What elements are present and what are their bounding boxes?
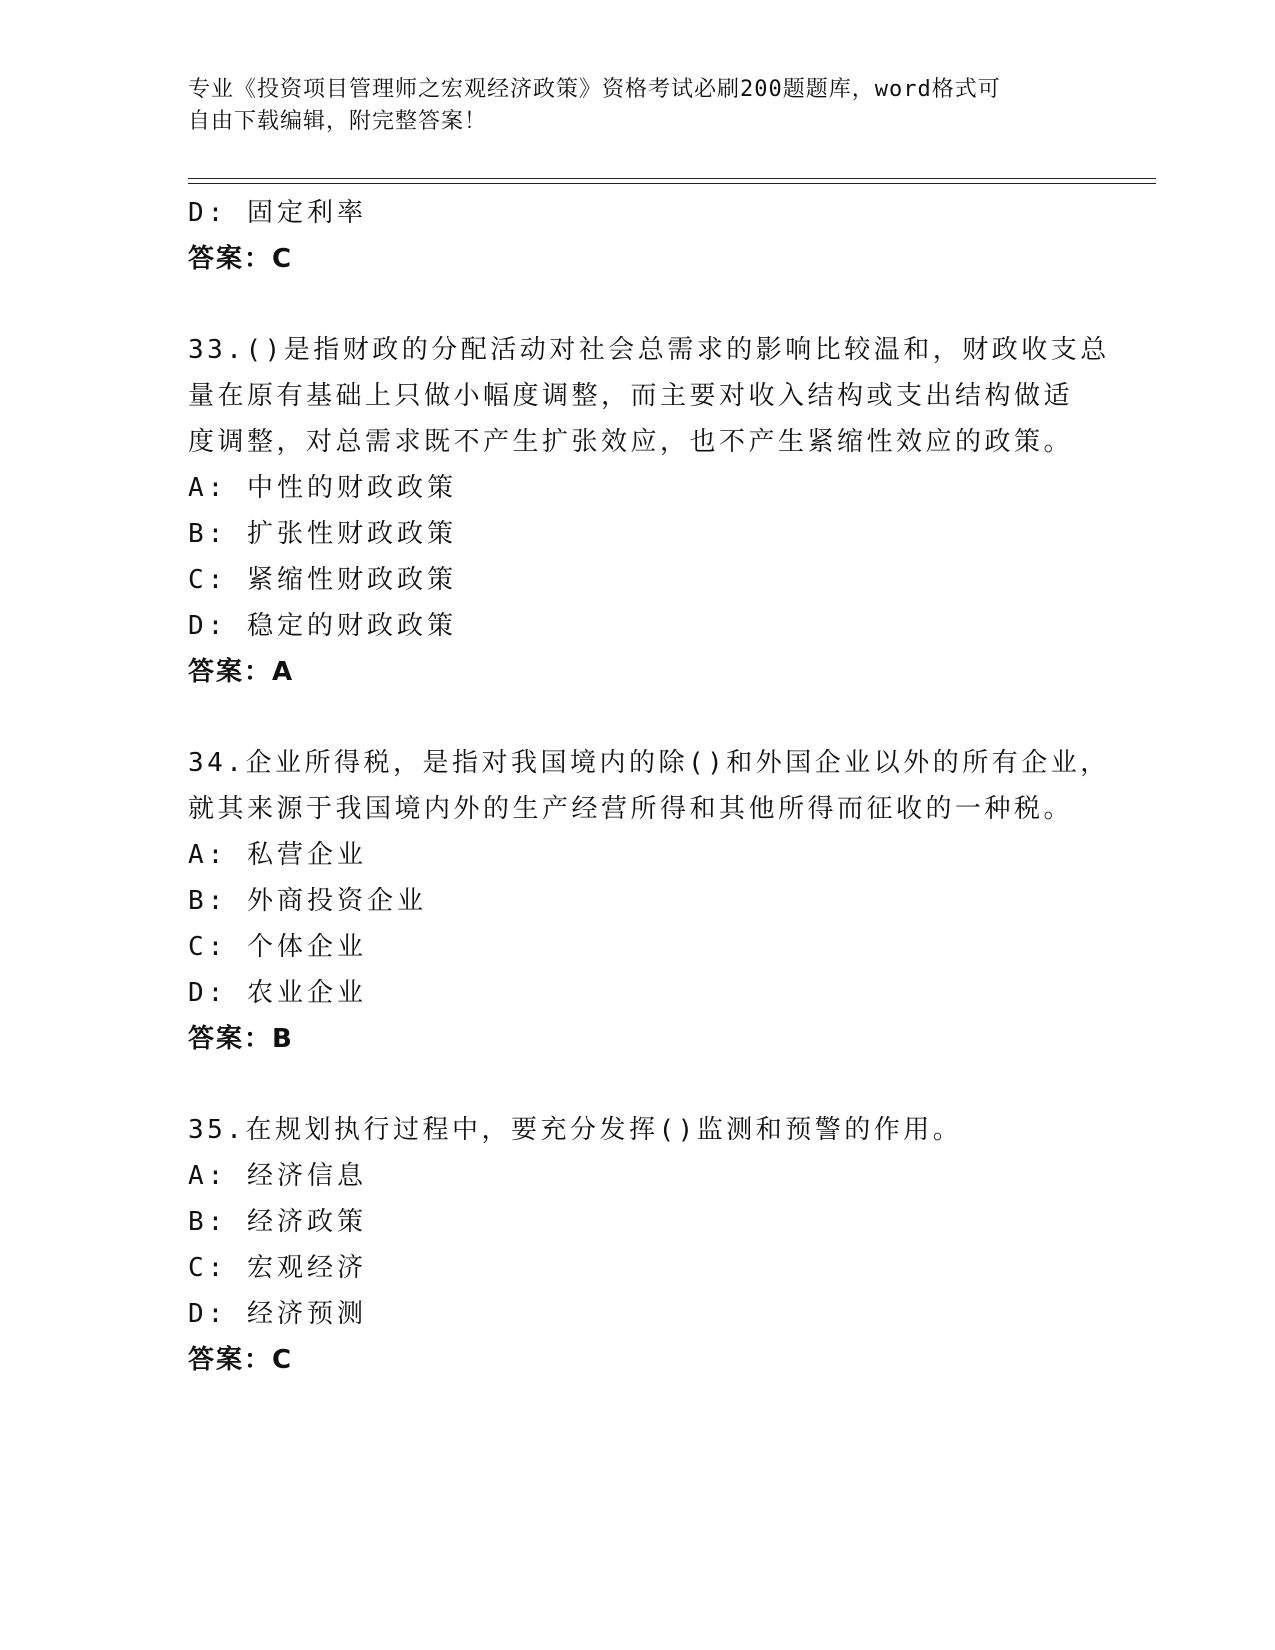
question-stem-line: 度调整，对总需求既不产生扩张效应，也不产生紧缩性效应的政策。 — [188, 427, 1074, 457]
answer: 答案：C — [188, 244, 294, 274]
option-a: A: 私营企业 — [188, 840, 367, 870]
answer: 答案：C — [188, 1345, 294, 1375]
option-d: D: 农业企业 — [188, 978, 367, 1008]
question-stem-line: 35.在规划执行过程中，要充分发挥()监测和预警的作用。 — [188, 1115, 963, 1145]
question-35 — [188, 1107, 1088, 1383]
option-d: D: 稳定的财政政策 — [188, 611, 457, 641]
option-c: C: 紧缩性财政政策 — [188, 565, 457, 595]
page-header — [188, 74, 1068, 138]
option-b: B: 经济政策 — [188, 1207, 367, 1237]
header-line-2: 自由下载编辑，附完整答案！ — [188, 109, 488, 134]
option-d: D: 固定利率 — [188, 198, 367, 228]
question-stem-line: 34.企业所得税，是指对我国境内的除()和外国企业以外的所有企业， — [188, 748, 1110, 778]
header-line-1: 专业《投资项目管理师之宏观经济政策》资格考试必刷200题题库，word格式可 — [188, 77, 1001, 102]
answer: 答案：A — [188, 657, 295, 687]
option-a: A: 中性的财政政策 — [188, 473, 457, 503]
question-33 — [188, 327, 1110, 695]
question-stem-line: 就其来源于我国境内外的生产经营所得和其他所得而征收的一种税。 — [188, 794, 1074, 824]
question-stem-line: 33.()是指财政的分配活动对社会总需求的影响比较温和，财政收支总 — [188, 335, 1110, 365]
option-d: D: 经济预测 — [188, 1299, 367, 1329]
option-a: A: 经济信息 — [188, 1161, 367, 1191]
option-c: C: 宏观经济 — [188, 1253, 367, 1283]
question-stem-line: 量在原有基础上只做小幅度调整，而主要对收入结构或支出结构做适 — [188, 381, 1074, 411]
option-b: B: 外商投资企业 — [188, 886, 427, 916]
option-c: C: 个体企业 — [188, 932, 367, 962]
question-34 — [188, 740, 1110, 1062]
header-divider-top — [188, 178, 1156, 179]
answer: 答案：B — [188, 1024, 294, 1054]
header-divider-bottom — [188, 183, 1156, 184]
option-b: B: 扩张性财政政策 — [188, 519, 457, 549]
document-body — [188, 190, 1110, 1383]
previous-question-tail — [188, 190, 1088, 282]
